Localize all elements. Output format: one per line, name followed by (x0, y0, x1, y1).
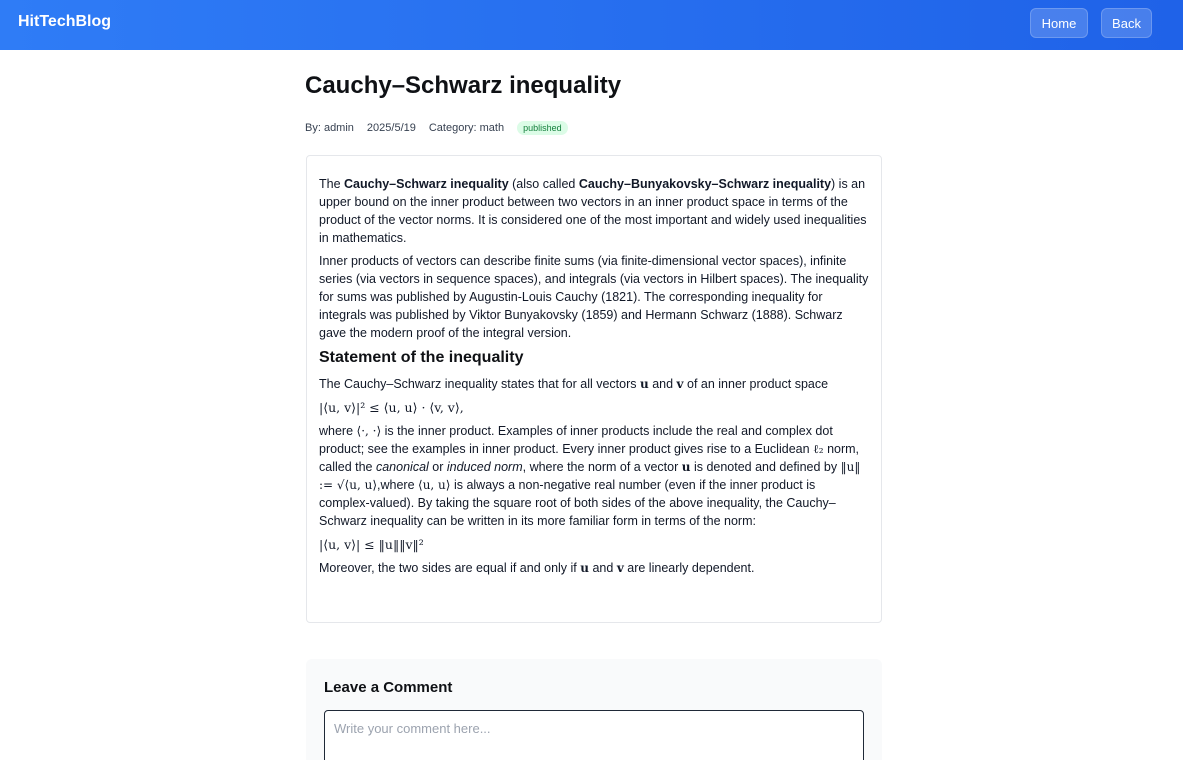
text: ) is an upper bound on the inner product between two vectors in an inner product space in terms of the product of the vector norms. It is considered one of the most important and widely used inequalities in mathematics. (319, 177, 867, 245)
math-norm-definition: ‖u‖ := √⟨u, u⟩ (319, 460, 861, 492)
top-navbar (0, 0, 1183, 50)
text: Moreover, the two sides are equal if and only if (319, 561, 581, 575)
post-author: By: admin (305, 122, 354, 134)
site-brand[interactable]: HitTechBlog (18, 13, 112, 30)
paragraph-equality (319, 559, 869, 577)
text: where (319, 424, 357, 438)
text: is the inner product. Examples of inner products include the real and complex dot product; see the examples in inner product. Every inner product gives rise to a Euclidean (319, 424, 833, 456)
math-v: v (616, 561, 624, 575)
post-category: Category: math (428, 122, 505, 134)
paragraph-norm (319, 422, 869, 530)
home-button[interactable]: Home (1030, 8, 1088, 38)
text: The Cauchy–Schwarz inequality states that for all vectors (319, 377, 640, 391)
math-inner-product: ⟨·, ·⟩ (356, 424, 382, 438)
text: is always a non-negative real number (even if the inner product is complex-valued). By taking the square root of both sides of the above inequality, the Cauchy–Schwarz inequality can be written in its more familiar form in terms of the norm: (319, 478, 836, 528)
post-meta (305, 119, 568, 137)
post-title: Cauchy–Schwarz inequality (305, 72, 622, 99)
math-v: v (676, 377, 684, 391)
back-button[interactable]: Back (1101, 8, 1152, 38)
post-date: 2025/5/19 (366, 122, 416, 134)
text: ,where (377, 478, 419, 492)
math-uu: ⟨u, u⟩ (418, 478, 451, 492)
italic-term: canonical (375, 460, 429, 474)
paragraph-statement (319, 375, 869, 393)
paragraph-intro (319, 175, 869, 247)
text: are linearly dependent. (623, 561, 755, 575)
text: is denoted and defined by (690, 460, 841, 474)
math-u: u (639, 377, 649, 391)
paragraph-history: Inner products of vectors can describe finite sums (via finite-dimensional vector spaces), infinite series (via vectors in sequence spaces), and integrals (via vectors in Hilbert spaces). The inequality for sums was published by Augustin-Louis Cauchy (1821). The corresponding inequality for integrals was published by Viktor Bunyakovsky (1859) and Hermann Schwarz (1888). Schwarz gave the modern proof of the integral version. (319, 254, 869, 340)
text: or (428, 460, 447, 474)
equation-norm-form: |⟨u, v⟩| ≤ ‖u‖‖v‖² (319, 537, 424, 552)
comment-section (306, 659, 882, 760)
math-u: u (580, 561, 589, 575)
text: of an inner product space (683, 377, 829, 391)
bold-term: Cauchy–Schwarz inequality (344, 177, 509, 191)
comment-title: Leave a Comment (324, 679, 453, 696)
text: The (319, 177, 345, 191)
status-badge: published (517, 121, 568, 135)
comment-input[interactable] (324, 710, 864, 760)
text: and (589, 561, 617, 575)
bold-term: Cauchy–Bunyakovsky–Schwarz inequality (578, 177, 832, 191)
section-heading: Statement of the inequality (319, 349, 524, 366)
math-l2: ℓ₂ (813, 442, 824, 456)
post-content (306, 155, 882, 623)
text: norm, called the (319, 442, 860, 474)
text: (also called (508, 177, 579, 191)
equation-inequality: |⟨u, v⟩|² ≤ ⟨u, u⟩ · ⟨v, v⟩, (319, 400, 464, 415)
text: and (648, 377, 677, 391)
math-u: u (681, 460, 691, 474)
italic-term: induced norm (446, 460, 523, 474)
text: , where the norm of a vector (522, 460, 682, 474)
